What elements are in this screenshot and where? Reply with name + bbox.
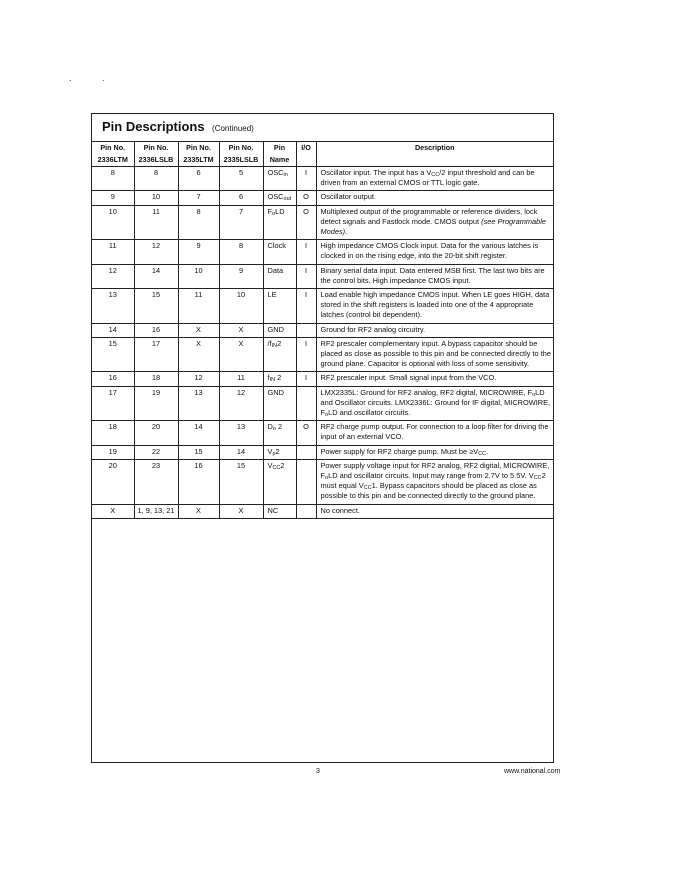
table-row <box>92 191 553 205</box>
pin-name: GND <box>263 323 296 337</box>
pin-2335lslb: 5 <box>219 167 263 191</box>
pin-name: GND <box>263 386 296 421</box>
pin-io: O <box>296 205 316 240</box>
pin-2336lslb: 11 <box>134 205 178 240</box>
pin-2336ltm: X <box>92 504 134 518</box>
section-title <box>102 118 254 136</box>
pin-io <box>296 323 316 337</box>
pin-2336ltm: 14 <box>92 323 134 337</box>
pin-description: Power supply for RF2 charge pump. Must be $\ge V_{CC}$. <box>316 445 553 459</box>
section-heading-note: (Continued) <box>212 124 254 133</box>
pin-description: Oscillator output. <box>316 191 553 205</box>
pin-name: Clock <box>263 240 296 264</box>
table-row <box>92 386 553 421</box>
pin-io <box>296 445 316 459</box>
pin-2335lslb: 12 <box>219 386 263 421</box>
pin-2335ltm: 8 <box>178 205 219 240</box>
pin-2335lslb: 13 <box>219 421 263 445</box>
page-mark: . <box>69 73 72 83</box>
pin-table-body <box>92 167 553 519</box>
pin-2335ltm: 7 <box>178 191 219 205</box>
pin-2336ltm: 15 <box>92 337 134 372</box>
table-row <box>92 421 553 445</box>
pin-2336ltm: 17 <box>92 386 134 421</box>
pin-2336lslb: 1, 9, 13, 21 <box>134 504 178 518</box>
table-row <box>92 445 553 459</box>
pin-2336ltm: 8 <box>92 167 134 191</box>
pin-2335lslb: X <box>219 323 263 337</box>
pin-2335ltm: 14 <box>178 421 219 445</box>
table-row <box>92 337 553 372</box>
pin-descriptions-frame <box>91 113 554 763</box>
pin-name: $F_oLD$ <box>263 205 296 240</box>
pin-description: Oscillator input. The input has a $V_{CC}/2$ input threshold and can be driven from an external CMOS or TTL logic gate. <box>316 167 553 191</box>
pin-2336lslb: 17 <box>134 337 178 372</box>
pin-description: High impedance CMOS Clock input. Data for the various latches is clocked in on the rising edge, into the 20-bit shift register. <box>316 240 553 264</box>
pin-2335ltm: X <box>178 504 219 518</box>
table-row <box>92 323 553 337</box>
pin-name: $V_p2$ <box>263 445 296 459</box>
table-row <box>92 289 553 324</box>
pin-2336lslb: 10 <box>134 191 178 205</box>
pin-2335ltm: 9 <box>178 240 219 264</box>
pin-2335lslb: 15 <box>219 459 263 504</box>
pin-2336lslb: 12 <box>134 240 178 264</box>
pin-2336lslb: 22 <box>134 445 178 459</box>
pin-io <box>296 459 316 504</box>
pin-2335lslb: X <box>219 337 263 372</box>
website-url: www.national.com <box>504 768 561 775</box>
pin-description: Binary serial data input. Data entered MSB first. The last two bits are the control bits. High impedance CMOS input. <box>316 264 553 288</box>
pin-description: RF2 prescaler input. Small signal input from the VCO. <box>316 372 553 386</box>
section-heading: Pin Descriptions <box>102 119 205 134</box>
pin-name: Data <box>263 264 296 288</box>
col-header-description: Description <box>316 142 553 167</box>
table-row <box>92 167 553 191</box>
pin-io <box>296 504 316 518</box>
pin-2336ltm: 12 <box>92 264 134 288</box>
pin-name: $OSC_{in}$ <box>263 167 296 191</box>
pin-io: I <box>296 372 316 386</box>
table-row <box>92 240 553 264</box>
table-row <box>92 264 553 288</box>
pin-2336lslb: 14 <box>134 264 178 288</box>
page-number: 3 <box>316 768 320 775</box>
pin-description: No connect. <box>316 504 553 518</box>
pin-name: $D_o$ 2 <box>263 421 296 445</box>
pin-2336ltm: 18 <box>92 421 134 445</box>
table-row <box>92 205 553 240</box>
pin-2336ltm: 19 <box>92 445 134 459</box>
pin-2336lslb: 8 <box>134 167 178 191</box>
pin-2336lslb: 16 <box>134 323 178 337</box>
table-header-row <box>92 142 553 167</box>
pin-2336ltm: 16 <box>92 372 134 386</box>
pin-2335ltm: 13 <box>178 386 219 421</box>
pin-io: I <box>296 167 316 191</box>
page-mark: . <box>102 73 105 83</box>
pin-2336ltm: 13 <box>92 289 134 324</box>
col-header-pin-name: Pin Name <box>263 142 296 167</box>
pin-2335ltm: 15 <box>178 445 219 459</box>
pin-2335ltm: 16 <box>178 459 219 504</box>
pin-2335lslb: 14 <box>219 445 263 459</box>
pin-2335lslb: 8 <box>219 240 263 264</box>
pin-2336lslb: 15 <box>134 289 178 324</box>
col-header-2336lslb: Pin No. 2336LSLB <box>134 142 178 167</box>
pin-2335lslb: 11 <box>219 372 263 386</box>
pin-description: RF2 prescaler complementary input. A bypass capacitor should be placed as close as possible to this pin and be connected directly to the ground plane. Capacitor is optional with loss of some sensitivity. <box>316 337 553 372</box>
pin-name: NC <box>263 504 296 518</box>
pin-2335ltm: 6 <box>178 167 219 191</box>
col-header-io: I/O <box>296 142 316 167</box>
pin-name: LE <box>263 289 296 324</box>
pin-2335lslb: 10 <box>219 289 263 324</box>
pin-description: Multiplexed output of the programmable or reference dividers, lock detect signals and Fastlock mode. CMOS output (see Programmable Modes). <box>316 205 553 240</box>
pin-2336ltm: 9 <box>92 191 134 205</box>
pin-2335lslb: 6 <box>219 191 263 205</box>
pin-name: $OSC_{out}$ <box>263 191 296 205</box>
pin-description: RF2 charge pump output. For connection to a loop filter for driving the input of an external VCO. <box>316 421 553 445</box>
pin-io: O <box>296 421 316 445</box>
pin-description: LMX2335L: Ground for RF2 analog, RF2 digital, MICROWIRE, $F_oLD$ and Oscillator circuits. LMX2336L: Ground for IF digital, MICROWIRE, $F_oLD$ and oscillator circuits. <box>316 386 553 421</box>
table-row <box>92 372 553 386</box>
pin-2336lslb: 23 <box>134 459 178 504</box>
pin-io <box>296 386 316 421</box>
col-header-2335ltm: Pin No. 2335LTM <box>178 142 219 167</box>
pin-io: I <box>296 264 316 288</box>
pin-description: Load enable high impedance CMOS input. When LE goes HIGH, data stored in the shift registers is loaded into one of the 4 appropriate latches (control bit dependent). <box>316 289 553 324</box>
pin-2336lslb: 20 <box>134 421 178 445</box>
pin-name: $/f_{IN}2$ <box>263 337 296 372</box>
pin-2335ltm: X <box>178 337 219 372</box>
pin-2336lslb: 19 <box>134 386 178 421</box>
pin-2336ltm: 11 <box>92 240 134 264</box>
pin-2335ltm: 12 <box>178 372 219 386</box>
col-header-2336ltm: Pin No. 2336LTM <box>92 142 134 167</box>
pin-2335lslb: 7 <box>219 205 263 240</box>
table-row <box>92 504 553 518</box>
pin-2335lslb: X <box>219 504 263 518</box>
pin-2335ltm: 11 <box>178 289 219 324</box>
pin-table <box>92 141 553 519</box>
pin-description: Ground for RF2 analog circuitry. <box>316 323 553 337</box>
pin-2336ltm: 10 <box>92 205 134 240</box>
pin-description: Power supply voltage input for RF2 analog, RF2 digital, MICROWIRE, $F_oLD$ and oscillator circuits. Input may range from 2.7V to 5.5V. $V_{CC}2$ must equal $V_{CC}1$. Bypass capacitors should be placed as close as possible to this pin and be connected directly to the ground plane. <box>316 459 553 504</box>
pin-io: I <box>296 289 316 324</box>
table-row <box>92 459 553 504</box>
pin-io: O <box>296 191 316 205</box>
pin-name: $V_{CC}2$ <box>263 459 296 504</box>
pin-2335lslb: 9 <box>219 264 263 288</box>
pin-name: $f_{IN}$ 2 <box>263 372 296 386</box>
pin-io: I <box>296 337 316 372</box>
col-header-2335lslb: Pin No. 2335LSLB <box>219 142 263 167</box>
pin-2336ltm: 20 <box>92 459 134 504</box>
pin-2336lslb: 18 <box>134 372 178 386</box>
pin-2335ltm: 10 <box>178 264 219 288</box>
pin-2335ltm: X <box>178 323 219 337</box>
pin-io: I <box>296 240 316 264</box>
